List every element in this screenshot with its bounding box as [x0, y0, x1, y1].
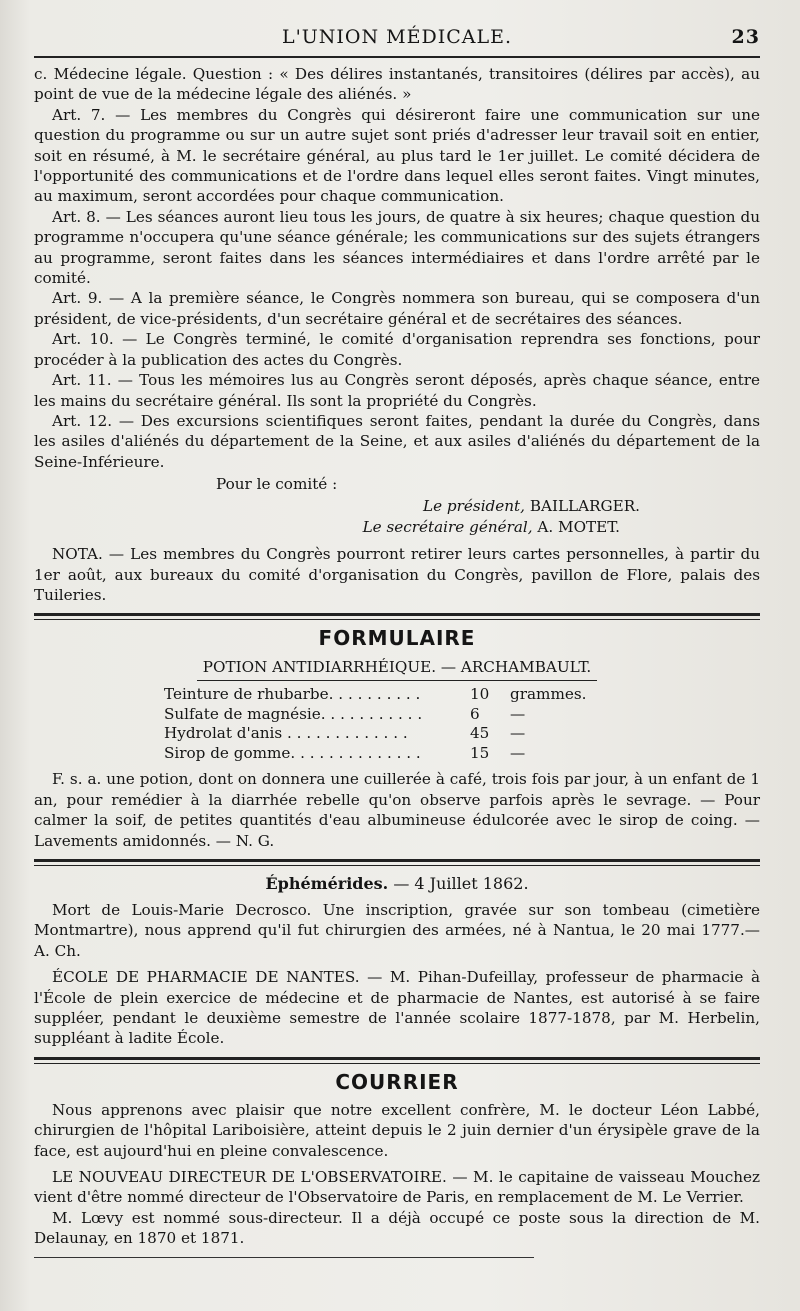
recipe-instructions: F. s. a. une potion, dont on donnera une cuillerée à café, trois fois par jour, à un enfant de 1 an, pour remédier à la diarrhée rebelle qu'on observe parfois après le sevrage. — Pour calmer la soif, de petites quantités d'eau albumineuse édulcorée avec le sirop de coing. — Lavements amidonnés. — N. G.	[34, 770, 760, 850]
signoff-pour: Pour le comité :	[216, 475, 338, 494]
ecole-text: — M. Pihan-Dufeillay, professeur de pharmacie à l'École de plein exercice de médecine et de pharmacie de Nantes, est autorisé à se faire suppléer, pendant le deuxième semestre de l'année scolaire 1877-1878, par M. Herbelin, suppléant à ladite École.	[34, 968, 761, 1048]
header-rule	[34, 56, 760, 58]
article-label: Art. 9.	[52, 289, 103, 308]
ingredient-name: Sirop de gomme. . . . . . . . . . . . . .	[164, 743, 421, 762]
article-paragraph	[34, 329, 760, 370]
observatoire-label: LE NOUVEAU DIRECTEUR DE L'OBSERVATOIRE.	[52, 1168, 447, 1187]
courrier-paragraph: Nous apprenons avec plaisir que notre excellent confrère, M. le docteur Léon Labbé, chirurgien de l'hôpital Lariboisière, atteint depuis le 2 juin dernier d'un érysipèle grave de la face, est aujourd'hui en pleine convalescence.	[34, 1100, 760, 1160]
article-text: — Les membres du Congrès qui désireront faire une communication sur une question du programme ou sur un autre sujet sont priés d'adresser leur travail soit en entier, soit en résumé, à M. le secrétaire général, au plus tard le 1er juillet. Le comité décidera de l'opportunité des communications et de l'ordre dans lequel elles seront faites. Vingt minutes, au maximum, seront accordées pour chaque communication.	[34, 105, 760, 206]
section-rule	[34, 1057, 760, 1064]
signoff-block	[34, 472, 760, 538]
article-text: — Le Congrès terminé, le comité d'organisation reprendra ses fonctions, pour procéder à la publication des actes du Congrès.	[34, 330, 761, 369]
journal-title: L'UNION MÉDICALE.	[281, 26, 513, 48]
recipe-title: POTION ANTIDIARRHÉIQUE. — ARCHAMBAULT.	[202, 658, 592, 677]
article-paragraph	[34, 207, 760, 289]
secretary-role: Le secrétaire général,	[362, 518, 533, 537]
section-rule	[34, 613, 760, 620]
article-label: Art. 12.	[52, 411, 113, 430]
article-text: — A la première séance, le Congrès nommera son bureau, qui se composera d'un président, de vice-présidents, d'un secrétaire général et de secrétaires des séances.	[34, 289, 760, 328]
nota-label: NOTA.	[52, 545, 103, 564]
ephemerides-title: Éphémérides.	[265, 873, 389, 893]
article-label: Art. 7.	[52, 105, 106, 124]
president-role: Le président,	[423, 497, 525, 516]
article-paragraph	[34, 370, 760, 411]
ingredient-row	[164, 724, 630, 744]
ingredient-name: Hydrolat d'anis . . . . . . . . . . . . .	[164, 724, 408, 743]
ingredient-unit: —	[510, 704, 526, 723]
ingredient-row	[164, 744, 630, 764]
section-rule	[34, 859, 760, 866]
ephemerides-heading	[34, 872, 760, 896]
ingredient-name: Sulfate de magnésie. . . . . . . . . . .	[164, 704, 423, 723]
article-text: — Les séances auront lieu tous les jours, de quatre à six heures; chaque question du programme n'occupera qu'une séance générale; les communications sur des sujets étrangers au programme, seront faites dans les séances intermédiaires et dans l'ordre arrêté par le comité.	[34, 207, 760, 288]
courrier-paragraph: M. Lœvy est nommé sous-directeur. Il a déjà occupé ce poste sous la direction de M. Delaunay, en 1870 et 1871.	[34, 1208, 760, 1248]
president-name: BAILLARGER.	[529, 497, 640, 516]
ingredient-name: Teinture de rhubarbe. . . . . . . . . .	[164, 685, 421, 704]
article-paragraph	[34, 105, 760, 207]
page-number: 23	[731, 26, 760, 48]
running-head	[34, 22, 760, 52]
courrier-heading: COURRIER	[335, 1069, 459, 1094]
ingredient-unit: grammes.	[510, 685, 587, 704]
question-paragraph: c. Médecine légale. Question : « Des délires instantanés, transitoires (délires par accès), au point de vue de la médecine légale des aliénés. »	[34, 65, 760, 104]
ephemerides-paragraph: Mort de Louis-Marie Decrosco. Une inscription, gravée sur son tombeau (cimetière Montmartre), nous apprend qu'il fut chirurgien des armées, né à Nantua, le 20 mai 1777.— A. Ch.	[34, 900, 760, 960]
nota-paragraph	[34, 544, 760, 605]
footer-rule	[34, 1257, 534, 1258]
article-text: — Des excursions scientifiques seront faites, pendant la durée du Congrès, dans les asiles d'aliénés du département de la Seine, et aux asiles d'aliénés du département de la Seine-Inférieure.	[34, 411, 761, 471]
article-label: Art. 8.	[52, 207, 101, 226]
ephemerides-date: — 4 Juillet 1862.	[393, 873, 529, 893]
ingredient-qty: 6	[470, 704, 480, 723]
nota-text: — Les membres du Congrès pourront retirer leurs cartes personnelles, à partir du 1er août, aux bureaux du comité d'organisation du Congrès, pavillon de Flore, palais des Tuileries.	[34, 545, 760, 604]
ingredient-unit: —	[510, 743, 526, 762]
ingredient-qty: 10	[470, 685, 490, 704]
ingredient-qty: 45	[470, 724, 490, 743]
ingredient-unit: —	[510, 724, 526, 743]
article-label: Art. 11.	[52, 371, 112, 390]
secretary-signature	[34, 517, 760, 538]
formulaire-heading: FORMULAIRE	[318, 626, 476, 651]
articles-list	[34, 105, 760, 472]
ingredient-qty: 15	[470, 743, 490, 762]
president-signature	[34, 496, 760, 517]
courrier-paragraph	[34, 1167, 760, 1208]
ingredient-row	[164, 705, 630, 725]
article-paragraph	[34, 288, 760, 329]
article-paragraph	[34, 411, 760, 472]
recipe-rule	[197, 680, 597, 681]
ecole-paragraph	[34, 967, 760, 1049]
article-label: Art. 10.	[52, 330, 114, 349]
recipe-table	[164, 685, 630, 763]
ecole-label: ÉCOLE DE PHARMACIE DE NANTES.	[52, 968, 360, 987]
article-text: — Tous les mémoires lus au Congrès seront déposés, après chaque séance, entre les mains du secrétaire général. Ils sont la propriété du Congrès.	[34, 371, 760, 410]
ingredient-row	[164, 685, 630, 705]
secretary-name: A. MOTET.	[537, 518, 620, 537]
observatoire-text: — M. le capitaine de vaisseau Mouchez vient d'être nommé directeur de l'Observatoire de Paris, en remplacement de M. Le Verrier.	[34, 1168, 761, 1207]
